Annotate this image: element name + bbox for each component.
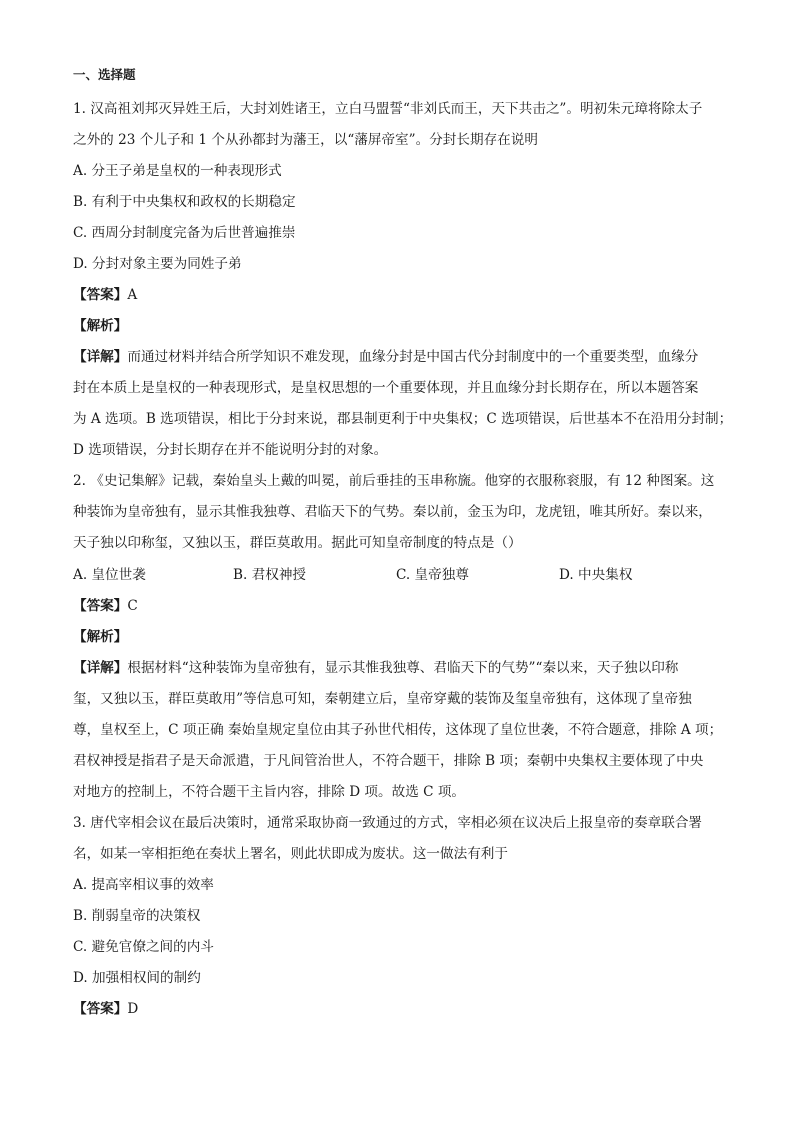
q2-detail-line-2: 玺，又独以玉，群臣莫敢用”等信息可知，秦朝建立后，皇帝穿戴的装饰及玺皇帝独有，这体现了皇帝独 bbox=[73, 691, 692, 707]
q1-option-a: A. 分王子弟是皇权的一种表现形式 bbox=[73, 163, 282, 179]
q2-option-b: B. 君权神授 bbox=[233, 567, 307, 583]
q3-stem-line-1: 3. 唐代宰相会议在最后决策时，通常采取协商一致通过的方式，宰相必须在议决后上报皇帝的奏章联合署 bbox=[73, 815, 703, 831]
q1-option-b: B. 有利于中央集权和政权的长期稳定 bbox=[73, 194, 296, 210]
answer-tag: 【答案】 bbox=[73, 598, 128, 614]
q2-analysis-tag: 【解析】 bbox=[73, 629, 128, 645]
q1-detail-line-4: D 选项错误，分封长期存在并不能说明分封的对象。 bbox=[73, 442, 388, 458]
answer-value: D bbox=[127, 1001, 139, 1017]
section-heading: 一、选择题 bbox=[73, 67, 136, 82]
q3-option-d: D. 加强相权间的制约 bbox=[73, 970, 201, 986]
q2-stem-line-1: 2. 《史记集解》记载，秦始皇头上戴的叫冕，前后垂挂的玉串称旒。他穿的衣服称衮服，有 12 种图案。这 bbox=[73, 473, 715, 489]
q3-stem-line-2: 名，如某一宰相拒绝在奏状上署名，则此状即成为废状。这一做法有利于 bbox=[73, 846, 508, 862]
q3-option-b: B. 削弱皇帝的决策权 bbox=[73, 908, 201, 924]
q1-option-c: C. 西周分封制度完备为后世普遍推崇 bbox=[73, 225, 296, 241]
answer-value: A bbox=[127, 287, 138, 303]
q3-answer bbox=[73, 1000, 138, 1018]
q1-detail-line-1 bbox=[73, 348, 698, 366]
answer-tag: 【答案】 bbox=[73, 287, 128, 303]
q1-stem-line-1: 1. 汉高祖刘邦灭异姓王后，大封刘姓诸王，立白马盟誓“非刘氏而王，天下共击之”。明初朱元璋将除太子 bbox=[73, 101, 703, 117]
q3-option-a: A. 提高宰相议事的效率 bbox=[73, 877, 214, 893]
q2-detail-line-5: 对地方的控制上，不符合题干主旨内容，排除 D 项。故选 C 项。 bbox=[73, 784, 466, 800]
q1-stem-line-2: 之外的 23 个儿子和 1 个从孙都封为藩王，以“藩屏帝室”。分封长期存在说明 bbox=[73, 132, 538, 148]
q2-option-d: D. 中央集权 bbox=[559, 567, 633, 583]
q2-answer bbox=[73, 597, 138, 615]
q2-option-c: C. 皇帝独尊 bbox=[396, 567, 469, 583]
q1-detail-line-2: 封在本质上是皇权的一种表现形式，是皇权思想的一个重要体现，并且血缘分封长期存在，所以本题答案 bbox=[73, 380, 699, 396]
q1-answer bbox=[73, 286, 137, 304]
q2-stem-line-2: 种装饰为皇帝独有，显示其惟我独尊、君临天下的气势。秦以前，金玉为印，龙虎钮，唯其所好。秦以来， bbox=[73, 504, 712, 520]
q2-detail-line-3: 尊，皇权至上，C 项正确 秦始皇规定皇位由其子孙世代相传，这体现了皇位世袭，不符合题意，排除 A 项； bbox=[73, 722, 723, 738]
q1-analysis-tag: 【解析】 bbox=[73, 318, 128, 334]
detail-tag: 【详解】 bbox=[73, 660, 128, 676]
answer-value: C bbox=[127, 598, 138, 614]
q2-detail-line-1 bbox=[73, 659, 678, 677]
q2-stem-line-3: 天子独以印称玺，又独以玉，群臣莫敢用。据此可知皇帝制度的特点是（） bbox=[73, 535, 522, 551]
q1-option-d: D. 分封对象主要为同姓子弟 bbox=[73, 256, 242, 272]
detail-text: 而通过材料并结合所学知识不难发现，血缘分封是中国古代分封制度中的一个重要类型，血缘分 bbox=[127, 349, 699, 365]
detail-tag: 【详解】 bbox=[73, 349, 128, 365]
answer-tag: 【答案】 bbox=[73, 1001, 128, 1017]
q2-options-row bbox=[73, 566, 723, 584]
detail-text: 根据材料“这种装饰为皇帝独有，显示其惟我独尊、君临天下的气势”“秦以来，天子独以印称 bbox=[127, 660, 679, 676]
q2-option-a: A. 皇位世袭 bbox=[73, 567, 146, 583]
q1-detail-line-3: 为 A 选项。B 选项错误，相比于分封来说，郡县制更利于中央集权；C 选项错误，后世基本不在沿用分封制； bbox=[73, 411, 733, 427]
q3-option-c: C. 避免官僚之间的内斗 bbox=[73, 939, 214, 955]
q2-detail-line-4: 君权神授是指君子是天命派遣，于凡间管治世人，不符合题干，排除 B 项；秦朝中央集权主要体现了中央 bbox=[73, 753, 704, 769]
